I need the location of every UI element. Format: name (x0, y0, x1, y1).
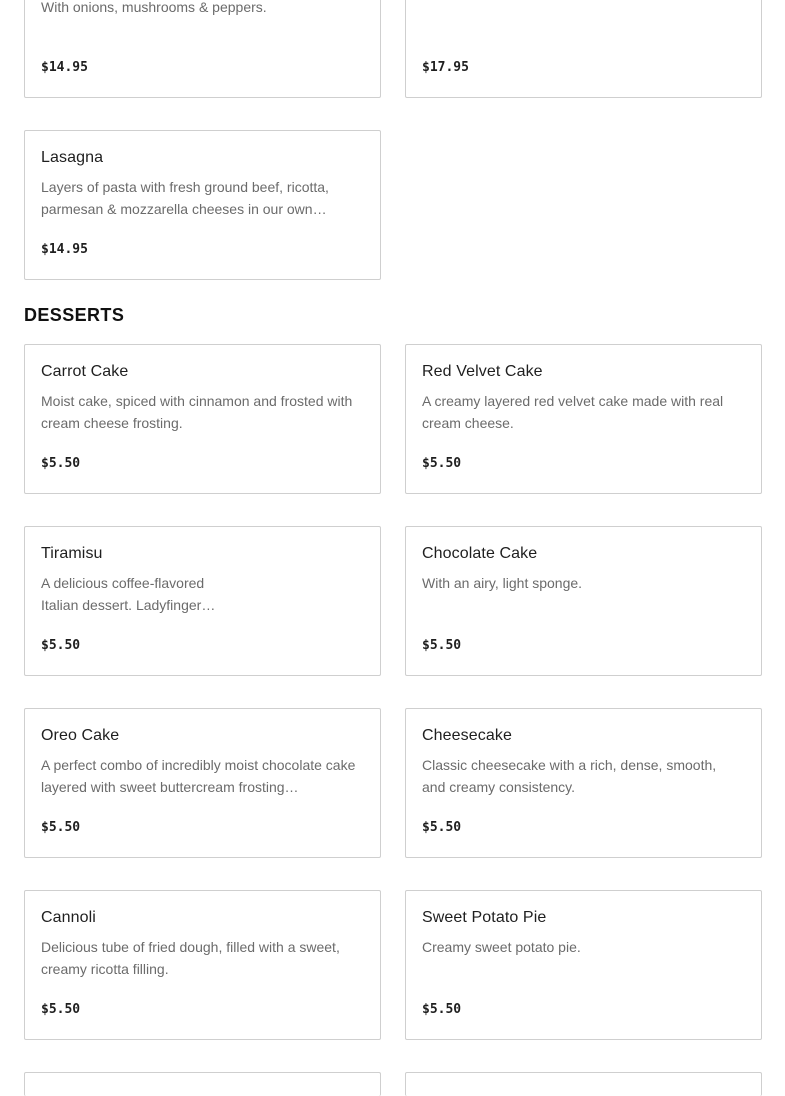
menu-item-price: $5.50 (41, 820, 81, 835)
menu-item-name: Cheesecake (422, 727, 512, 744)
menu-item-price: $5.50 (41, 1002, 81, 1017)
menu-item-name: Red Velvet Cake (422, 363, 543, 380)
menu-item-description: With onions, mushrooms & peppers. (41, 0, 267, 15)
menu-item-name: Lasagna (41, 149, 104, 166)
menu-item-card-oreo-cake[interactable] (24, 708, 381, 858)
menu-item-card[interactable] (405, 1072, 762, 1096)
menu-item-price: $17.95 (422, 60, 469, 75)
menu-item-description: Creamy sweet potato pie. (422, 939, 581, 955)
section-title-desserts: DESSERTS (24, 305, 125, 325)
menu-item-card-lasagna[interactable] (24, 130, 381, 280)
menu-item-name: Oreo Cake (41, 727, 120, 744)
menu-item-price: $5.50 (422, 638, 462, 653)
menu-item-price: $5.50 (422, 456, 462, 471)
menu-item-card-cheesecake[interactable] (405, 708, 762, 858)
menu-item-card-sweet-potato-pie[interactable] (405, 890, 762, 1040)
menu-item-name: Sweet Potato Pie (422, 909, 547, 926)
menu-item-card[interactable] (405, 0, 762, 98)
menu-item-name: Carrot Cake (41, 363, 129, 380)
menu-item-description: Classic cheesecake with a rich, dense, smooth, and creamy consistency. (422, 757, 717, 795)
menu-item-card-cannoli[interactable] (24, 890, 381, 1040)
menu-item-card-chocolate-cake[interactable] (405, 526, 762, 676)
menu-item-description: Moist cake, spiced with cinnamon and frosted with cream cheese frosting. (41, 393, 353, 431)
menu-item-price: $5.50 (422, 1002, 462, 1017)
menu-item-description: A delicious coffee-flavored Italian dessert. Ladyfinger… (41, 575, 216, 613)
menu-item-card-carrot-cake[interactable] (24, 344, 381, 494)
menu-item-card[interactable] (24, 1072, 381, 1096)
menu-item-name: Chocolate Cake (422, 545, 538, 562)
menu-item-price: $14.95 (41, 242, 88, 257)
menu-item-price: $5.50 (41, 456, 81, 471)
menu-item-name: Tiramisu (41, 545, 103, 562)
menu-item-card[interactable] (24, 0, 381, 98)
menu-item-description: With an airy, light sponge. (422, 575, 583, 591)
menu-item-price: $5.50 (422, 820, 462, 835)
menu-item-card-tiramisu[interactable] (24, 526, 381, 676)
menu-item-card-red-velvet-cake[interactable] (405, 344, 762, 494)
menu-item-description: Delicious tube of fried dough, filled with a sweet, creamy ricotta filling. (41, 939, 340, 977)
menu-item-description: A perfect combo of incredibly moist chocolate cake layered with sweet buttercream frosting… (41, 757, 356, 795)
menu-item-description: A creamy layered red velvet cake made with real cream cheese. (422, 393, 724, 431)
menu-item-price: $14.95 (41, 60, 88, 75)
menu-item-name: Cannoli (41, 909, 96, 926)
menu-item-price: $5.50 (41, 638, 81, 653)
menu-item-description: Layers of pasta with fresh ground beef, ricotta, parmesan & mozzarella cheeses in our own… (41, 179, 329, 217)
